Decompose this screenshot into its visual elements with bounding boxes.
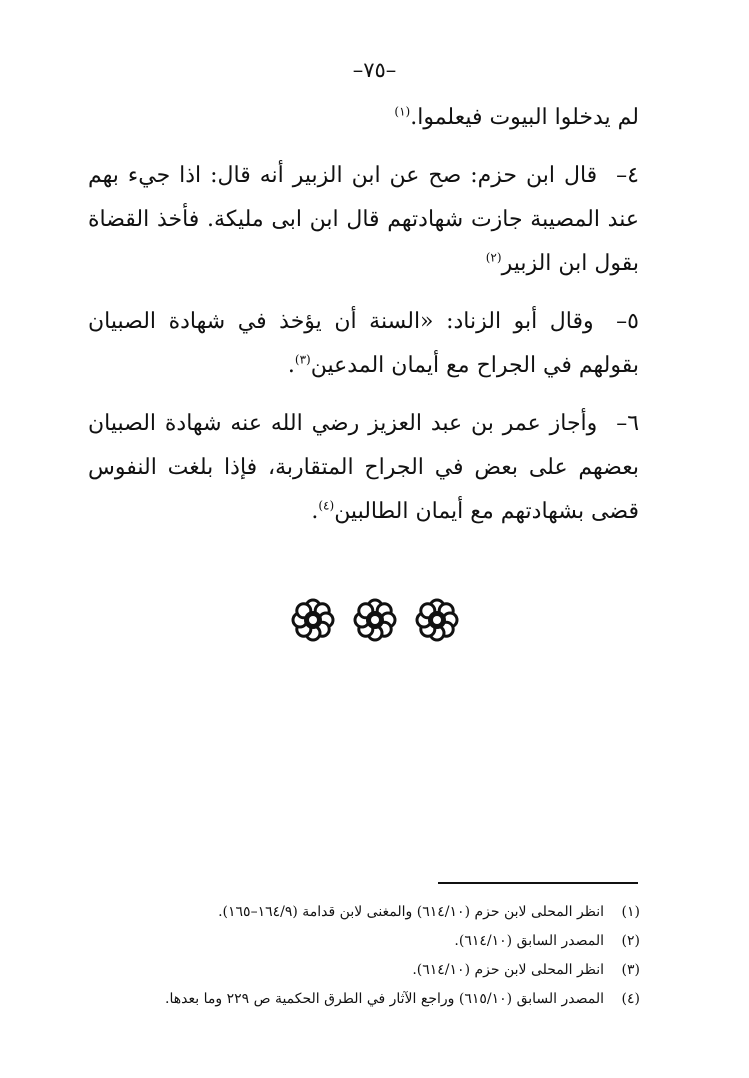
footnote-text: المصدر السابق (٦١٤/١٠). [454,933,604,949]
footnote-2 [80,927,640,956]
footnote-divider [438,882,638,884]
paragraph-text: وقال أبو الزناد: «السنة أن يؤخذ في شهادة الصبيان بقولهم في الجراح مع أيمان المدعين [88,309,639,378]
footnotes [80,898,640,1014]
footnote-4 [80,985,640,1014]
paragraph-end: . [311,499,319,524]
paragraph-1 [88,96,639,140]
page-number: –٧٥– [352,58,397,82]
footnote-number: (٢) [621,933,640,949]
paragraph-end: . [287,353,295,378]
paragraph-text: لم يدخلوا البيوت فيعلموا. [410,105,639,130]
flower-ornament-icon [291,598,335,642]
footnote-1 [80,898,640,927]
footnote-number: (٣) [621,962,640,978]
footnote-3 [80,956,640,985]
paragraph-2 [88,154,639,286]
footnote-ref: (٣) [294,352,311,367]
paragraph-marker: ٥– [616,309,639,334]
paragraph-text: قال ابن حزم: صح عن ابن الزبير أنه قال: اذا جيء بهم عند المصيبة جازت شهادتهم قال ابن ابى مليكة. فأخذ القضاة بقول ابن الزبير [88,163,639,276]
paragraph-text: وأجاز عمر بن عبد العزيز رضي الله عنه شهادة الصبيان بعضهم على بعض في الجراح المتقاربة، فإذا بلغت النفوس قضى بشهادتهم مع أيمان الطالبين [88,411,639,524]
footnote-ref: (٤) [318,498,335,513]
body-text [88,96,639,548]
footnote-number: (١) [621,904,640,920]
paragraph-marker: ٤– [616,163,639,188]
footnote-text: المصدر السابق (٦١٥/١٠) وراجع الآثار في الطرق الحكمية ص ٢٢٩ وما بعدها. [165,991,604,1007]
footnote-text: انظر المحلى لابن حزم (٦١٤/١٠). [412,962,604,978]
paragraph-4 [88,402,639,534]
flower-ornament-icon [415,598,459,642]
footnote-text: انظر المحلى لابن حزم (٦١٤/١٠) والمغنى لابن قدامة (١٦٤/٩–١٦٥). [218,904,604,920]
footnote-ref: (١) [394,104,411,119]
flower-ornament-icon [353,598,397,642]
footnote-number: (٤) [621,991,640,1007]
footnote-ref: (٢) [485,250,502,265]
ornament-divider [0,598,749,642]
paragraph-3 [88,300,639,388]
paragraph-marker: ٦– [616,411,640,436]
